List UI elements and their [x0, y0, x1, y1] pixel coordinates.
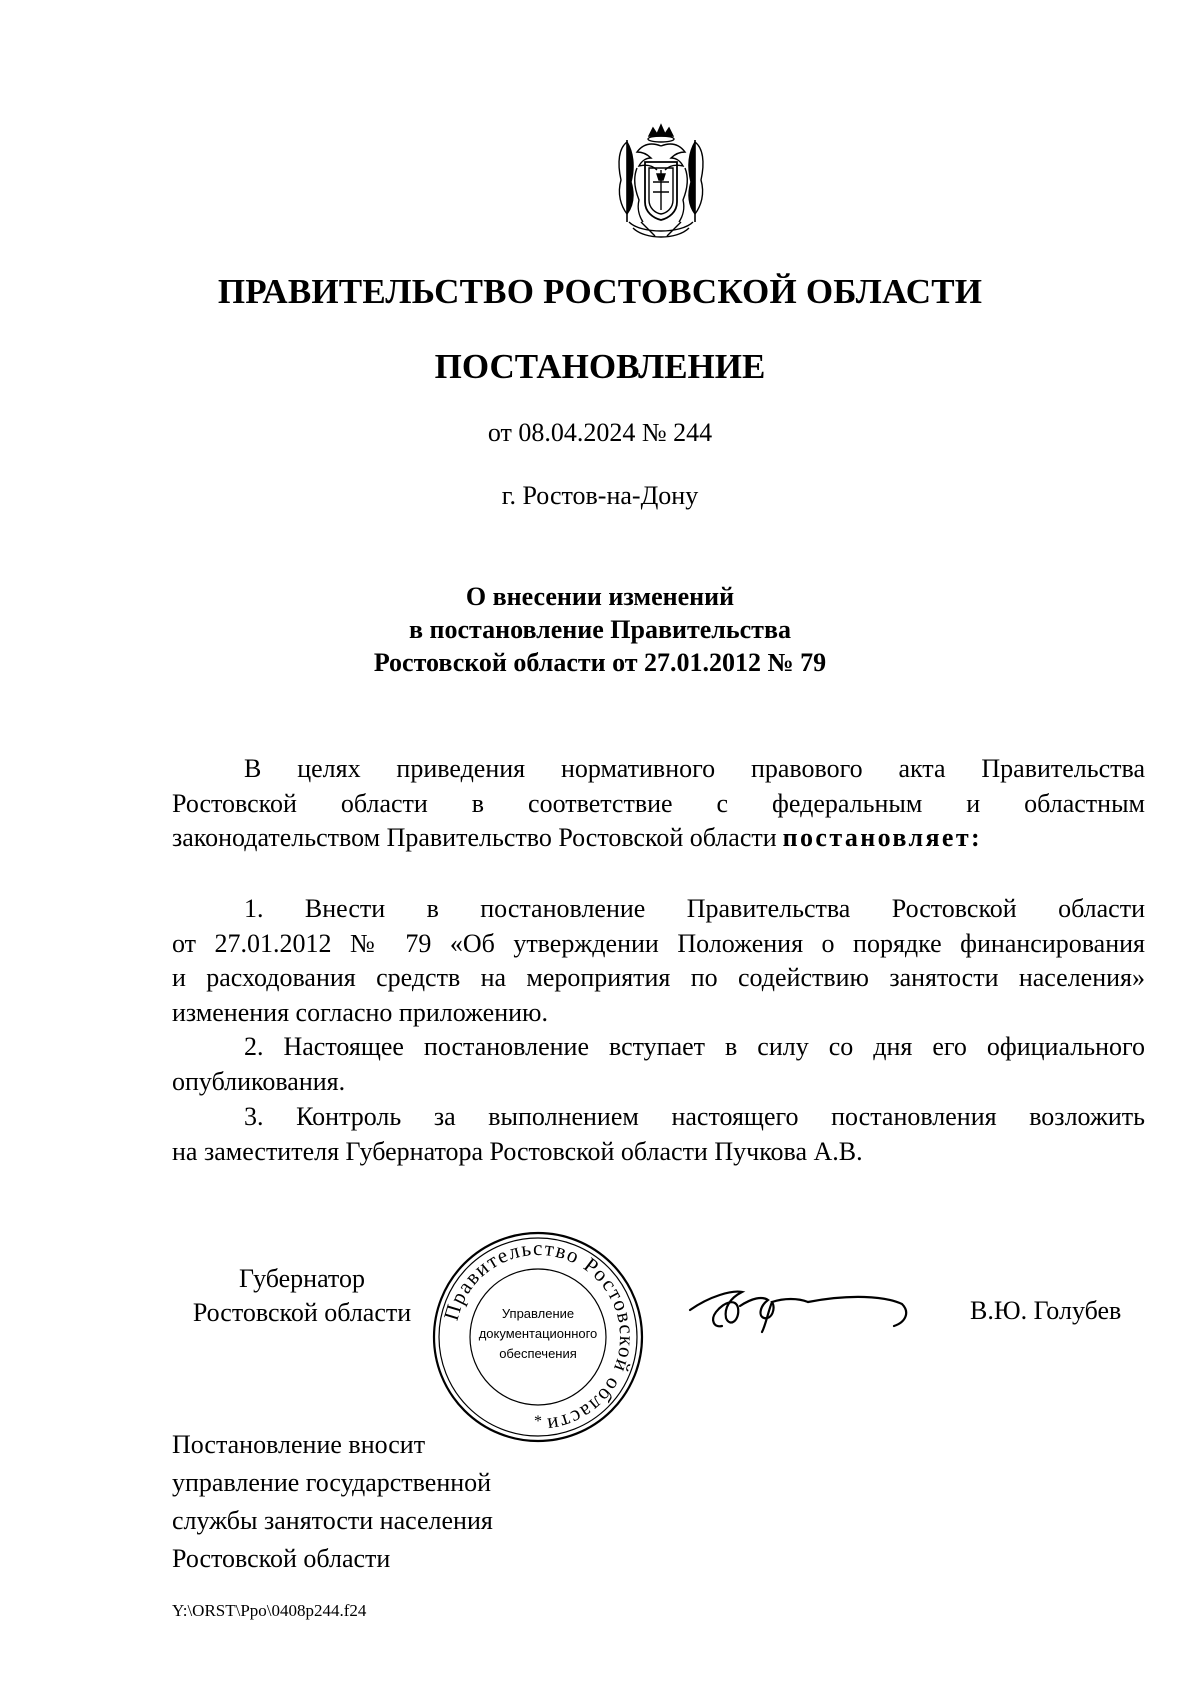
preamble-line: Ростовской области в соответствие с федеральным и областным	[172, 788, 1145, 818]
signer-position	[172, 1262, 432, 1330]
author-note	[172, 1426, 493, 1578]
organization-title: ПРАВИТЕЛЬСТВО РОСТОВСКОЙ ОБЛАСТИ	[217, 272, 983, 311]
rostov-oblast-coat-of-arms-icon	[607, 122, 715, 244]
point-line: на заместителя Губернатора Ростовской области Пучкова А.В.	[172, 1136, 863, 1166]
point-line: опубликования.	[172, 1066, 346, 1096]
subject-line: О внесении изменений	[465, 582, 735, 611]
stamp-star: *	[534, 1413, 542, 1430]
point-line: 1. Внести в постановление Правительства Ростовской области	[244, 894, 1145, 923]
official-stamp	[431, 1230, 645, 1444]
author-note-line: Ростовской области	[172, 1544, 391, 1573]
file-path: Y:\ORST\Ppo\0408p244.f24	[172, 1601, 367, 1620]
document-subject	[0, 580, 1200, 679]
city: г. Ростов-на-Дону	[501, 481, 699, 510]
point-1	[172, 892, 1145, 1030]
preamble-line: В целях приведения нормативного правового акта Правительства	[244, 754, 1145, 783]
point-line: и расходования средств на мероприятия по содействию занятости населения»	[172, 963, 1145, 992]
handwritten-signature	[680, 1268, 930, 1343]
signer-position-line: Ростовской области	[192, 1298, 412, 1327]
point-line: 2. Настоящее постановление вступает в силу со дня его официального	[244, 1032, 1145, 1061]
signer-position-line: Губернатор	[239, 1264, 365, 1293]
point-line: 3. Контроль за выполнением настоящего постановления возложить	[244, 1102, 1145, 1131]
stamp-inner-line: Управление	[501, 1306, 575, 1321]
subject-line: в постановление Правительства	[408, 615, 791, 644]
stamp-inner-line: обеспечения	[499, 1346, 577, 1361]
subject-line: Ростовской области от 27.01.2012 № 79	[373, 648, 827, 677]
author-note-line: службы занятости населения	[172, 1506, 493, 1535]
preamble-line: законодательством Правительство Ростовской области	[172, 823, 777, 852]
signer-name: В.Ю. Голубев	[970, 1296, 1122, 1325]
stamp-inner-line: документационного	[478, 1326, 598, 1341]
author-note-line: управление государственной	[172, 1468, 492, 1497]
stamp-outer-text: Правительство Ростовской области	[438, 1235, 640, 1438]
point-3	[172, 1100, 1145, 1169]
date-number: от 08.04.2024 № 244	[487, 418, 713, 447]
resolves-word: постановляет:	[782, 823, 983, 852]
document-type-title: ПОСТАНОВЛЕНИЕ	[434, 347, 766, 386]
point-line: изменения согласно приложению.	[172, 997, 548, 1027]
point-2	[172, 1030, 1145, 1099]
preamble	[172, 752, 1145, 856]
point-line: от 27.01.2012 № 79 «Об утверждении Положения о порядке финансирования	[172, 928, 1145, 958]
author-note-line: Постановление вносит	[172, 1430, 426, 1459]
preamble-last-line	[172, 821, 1145, 856]
